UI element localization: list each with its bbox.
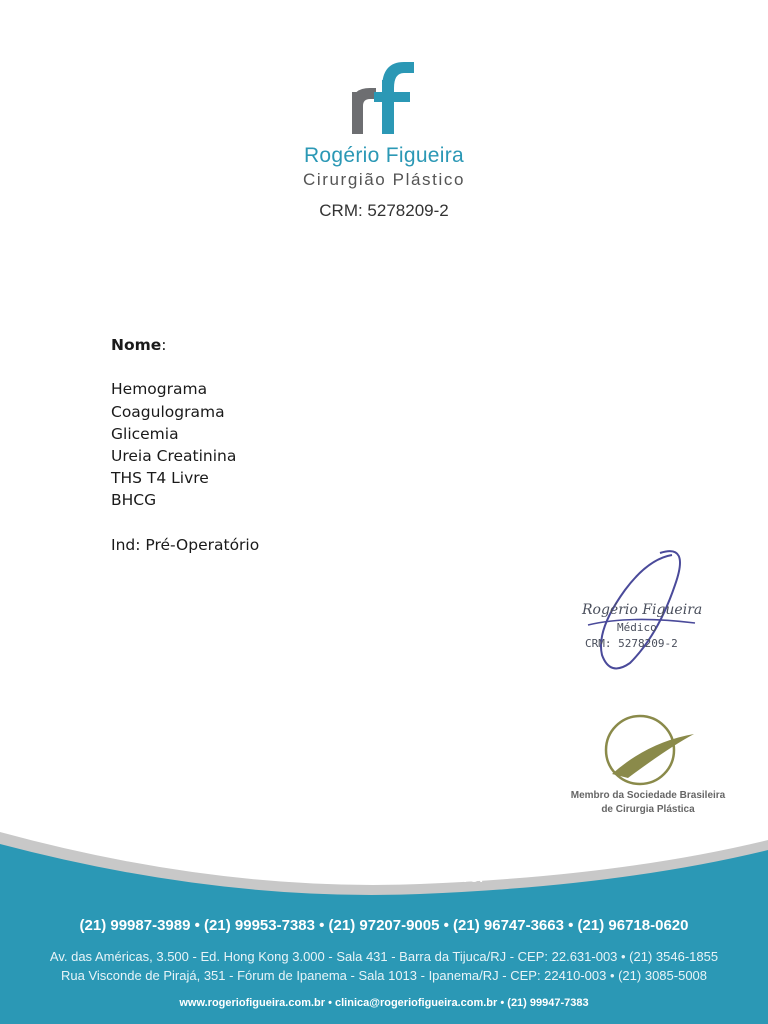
signature-name: Rogério Figueira [582, 602, 703, 618]
scheduling-phones: (21) 99987-3989 • (21) 99953-7383 • (21) 97207-9005 • (21) 96747-3663 • (21) 96718-0620 [79, 917, 689, 934]
exam-item: THS T4 Livre [111, 469, 209, 488]
patient-name-line [111, 334, 259, 356]
signature-crm: CRM: 5278209-2 [585, 637, 678, 650]
signature-role: Médico [617, 621, 657, 634]
website-contact: www.rogeriofigueira.com.br • clinica@rogeriofigueira.com.br • (21) 99947-7383 [179, 997, 589, 1009]
sbcp-member-line2: de Cirurgia Plástica [601, 804, 695, 815]
name-label: Nome [111, 336, 162, 354]
exam-item: BHCG [111, 491, 157, 510]
address-barra: Av. das Américas, 3.500 - Ed. Hong Kong 3.000 - Sala 431 - Barra da Tijuca/RJ - CEP: 22.631-003 • (21) 3546-1855 [49, 949, 719, 964]
exam-item: Hemograma [111, 380, 208, 399]
exam-item: Glicemia [111, 424, 179, 443]
doctor-name: Rogério Figueira [303, 144, 465, 167]
sbcp-logo-icon [598, 712, 698, 788]
doctor-specialty: Cirurgião Plástico [302, 170, 466, 189]
name-separator: : [161, 336, 167, 354]
indication: Ind: Pré-Operatório [111, 535, 260, 554]
sbcp-member-line1: Membro da Sociedade Brasileira [570, 790, 726, 801]
crm-number: CRM: 5278209-2 [319, 201, 449, 220]
exam-item: Ureia Creatinina [111, 447, 237, 465]
prescription-body [111, 334, 259, 556]
rf-logo-icon [346, 58, 422, 138]
scheduling-heading: CENTRAIS DE AGENDAMENTO: [284, 870, 484, 885]
exam-item: Coagulograma [111, 402, 225, 421]
address-ipanema: Rua Visconde de Pirajá, 351 - Fórum de Ipanema - Sala 1013 - Ipanema/RJ - CEP: 22410-003 • (21) 3085-5008 [60, 968, 708, 983]
